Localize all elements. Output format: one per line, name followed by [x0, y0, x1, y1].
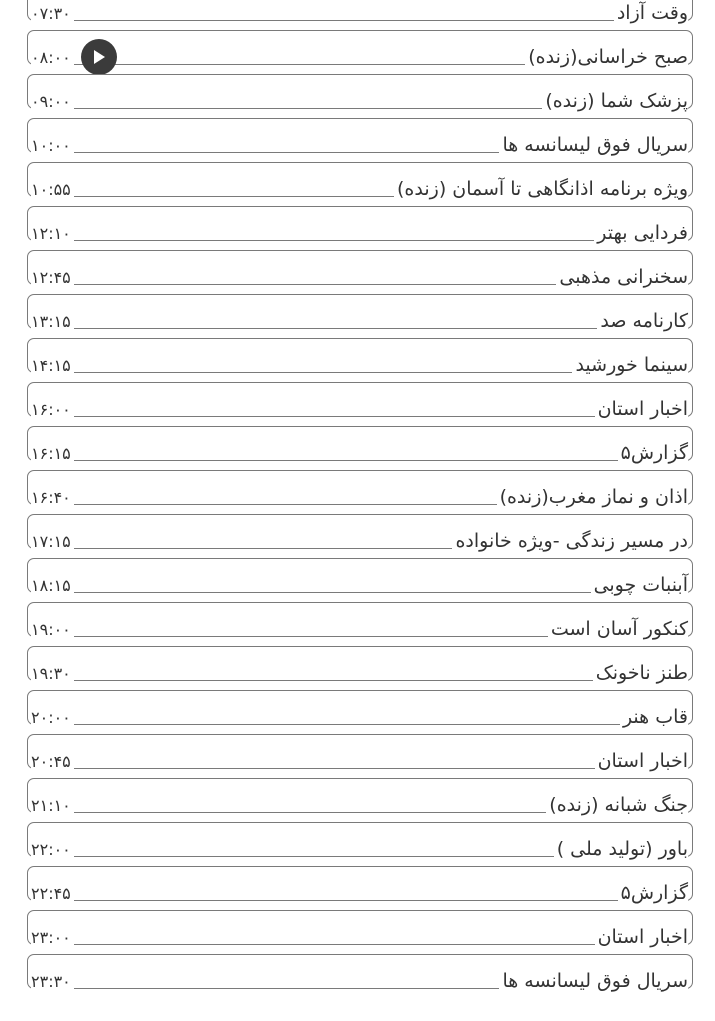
program-title: سخنرانی مذهبی [556, 265, 688, 289]
program-time: ۲۲:۰۰ [31, 841, 74, 859]
program-time: ۱۴:۱۵ [31, 357, 74, 375]
program-title: پزشک شما (زنده) [542, 89, 688, 113]
program-time: ۱۲:۴۵ [31, 269, 74, 287]
program-time: ۲۳:۰۰ [31, 929, 74, 947]
program-row[interactable] [27, 558, 693, 596]
program-title: وقت آزاد [614, 1, 688, 25]
program-row[interactable] [27, 646, 693, 684]
program-time: ۲۲:۴۵ [31, 885, 74, 903]
program-title: در مسیر زندگی -ویژه خانواده [452, 529, 688, 553]
program-title: ویژه برنامه اذانگاهی تا آسمان (زنده) [394, 177, 688, 201]
program-time: ۰۸:۰۰ [31, 49, 74, 67]
program-time: ۲۳:۳۰ [31, 973, 74, 991]
program-row[interactable] [27, 294, 693, 332]
program-title: اذان و نماز مغرب(زنده) [497, 485, 688, 509]
play-icon [92, 49, 106, 65]
program-time: ۱۳:۱۵ [31, 313, 74, 331]
program-row[interactable] [27, 206, 693, 244]
program-time: ۱۰:۰۰ [31, 137, 74, 155]
program-title: سریال فوق لیسانسه ها [499, 133, 688, 157]
program-row[interactable] [27, 30, 693, 68]
program-time: ۱۲:۱۰ [31, 225, 74, 243]
program-time: ۲۰:۰۰ [31, 709, 74, 727]
program-time: ۱۹:۳۰ [31, 665, 74, 683]
program-row[interactable] [27, 250, 693, 288]
program-row[interactable] [27, 602, 693, 640]
program-title: سریال فوق لیسانسه ها [499, 969, 688, 993]
program-title: باور (تولید ملی ) [554, 837, 688, 861]
program-title: صبح خراسانی(زنده) [525, 45, 688, 69]
program-title: گزارش۵ [618, 441, 688, 465]
program-row[interactable] [27, 382, 693, 420]
program-title: کنکور آسان است [548, 617, 688, 641]
play-button[interactable] [81, 39, 117, 75]
program-row[interactable] [27, 74, 693, 112]
program-title: اخبار استان [595, 749, 688, 773]
program-row[interactable] [27, 426, 693, 464]
program-row[interactable] [27, 514, 693, 552]
program-time: ۱۸:۱۵ [31, 577, 74, 595]
program-time: ۱۰:۵۵ [31, 181, 74, 199]
program-title: کارنامه صد [597, 309, 688, 333]
program-title: جنگ شبانه (زنده) [546, 793, 688, 817]
program-title: قاب هنر [620, 705, 688, 729]
program-row[interactable] [27, 910, 693, 948]
program-time: ۱۶:۰۰ [31, 401, 74, 419]
program-time: ۲۱:۱۰ [31, 797, 74, 815]
program-title: سینما خورشید [572, 353, 688, 377]
program-time: ۱۹:۰۰ [31, 621, 74, 639]
program-row[interactable] [27, 954, 693, 992]
program-time: ۱۶:۴۰ [31, 489, 74, 507]
program-time: ۰۷:۳۰ [31, 5, 74, 23]
program-title: فردایی بهتر [594, 221, 688, 245]
program-title: طنز ناخونک [593, 661, 688, 685]
program-time: ۱۶:۱۵ [31, 445, 74, 463]
program-row[interactable] [27, 866, 693, 904]
program-row[interactable] [27, 162, 693, 200]
program-row[interactable] [27, 338, 693, 376]
program-time: ۲۰:۴۵ [31, 753, 74, 771]
program-row[interactable] [27, 822, 693, 860]
program-title: گزارش۵ [618, 881, 688, 905]
program-time: ۱۷:۱۵ [31, 533, 74, 551]
program-row[interactable] [27, 0, 693, 24]
program-time: ۰۹:۰۰ [31, 93, 74, 111]
program-row[interactable] [27, 690, 693, 728]
program-row[interactable] [27, 118, 693, 156]
program-row[interactable] [27, 470, 693, 508]
program-schedule [27, 0, 693, 998]
program-title: اخبار استان [595, 925, 688, 949]
program-title: اخبار استان [595, 397, 688, 421]
program-title: آبنبات چوبی [591, 573, 688, 597]
program-row[interactable] [27, 734, 693, 772]
program-row[interactable] [27, 778, 693, 816]
